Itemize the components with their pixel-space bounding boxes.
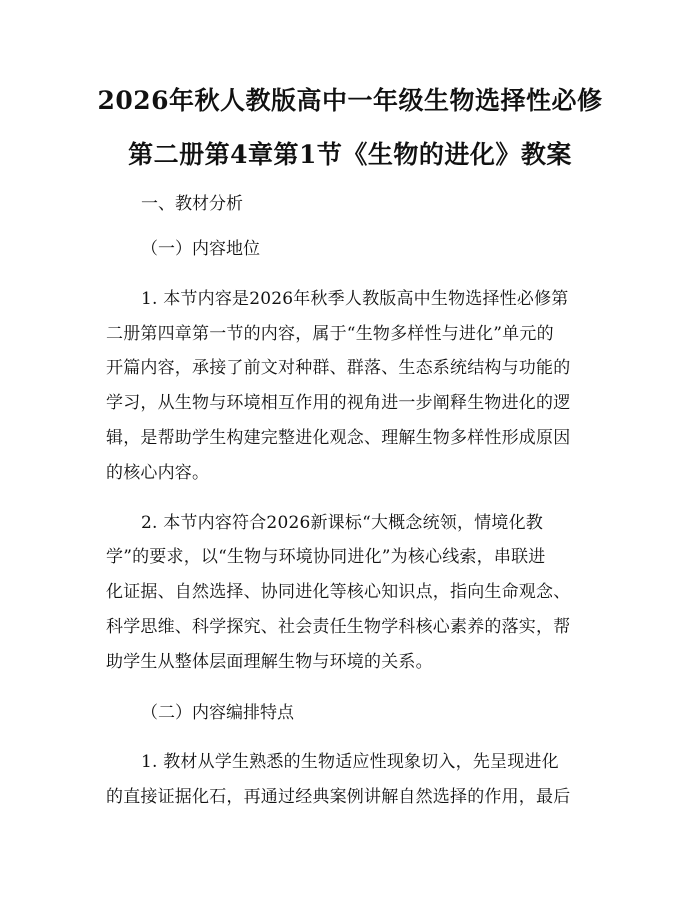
paragraph-1-line: 二册第四章第一节的内容，属于“生物多样性与进化”单元的: [106, 324, 554, 344]
paragraph-1-line: 开篇内容，承接了前文对种群、群落、生态系统结构与功能的: [106, 358, 571, 378]
paragraph-1-line: 辑，是帮助学生构建完整进化观念、理解生物多样性形成原因: [106, 428, 571, 448]
section-heading-teaching-material-analysis: 一、教材分析: [141, 194, 243, 214]
paragraph-2-line: 学”的要求，以“生物与环境协同进化”为核心线索，串联进: [106, 547, 546, 567]
paragraph-3-line: 的直接证据化石，再通过经典案例讲解自然选择的作用，最后: [106, 787, 571, 807]
document-title-line-2: 第二册第4章第1节《生物的进化》教案: [128, 140, 572, 169]
paragraph-1-line: 学习，从生物与环境相互作用的视角进一步阐释生物进化的逻: [106, 393, 571, 413]
paragraph-2-line: 科学思维、科学探究、社会责任生物学科核心素养的落实，帮: [106, 617, 571, 637]
subsection-heading-content-arrangement: （二）内容编排特点: [141, 703, 294, 723]
paragraph-2-line: 助学生从整体层面理解生物与环境的关系。: [106, 652, 433, 672]
paragraph-1-line: 1. 本节内容是2026年秋季人教版高中生物选择性必修第: [141, 289, 569, 309]
subsection-heading-content-position: （一）内容地位: [141, 239, 260, 259]
paragraph-3-line: 1. 教材从学生熟悉的生物适应性现象切入，先呈现进化: [141, 752, 559, 772]
document-title-line-1: 2026年秋人教版高中一年级生物选择性必修: [97, 86, 603, 115]
paragraph-2-line: 化证据、自然选择、协同进化等核心知识点，指向生命观念、: [106, 582, 571, 602]
paragraph-2-line: 2. 本节内容符合2026新课标“大概念统领，情境化教: [141, 513, 543, 533]
paragraph-1-line: 的核心内容。: [106, 463, 210, 483]
